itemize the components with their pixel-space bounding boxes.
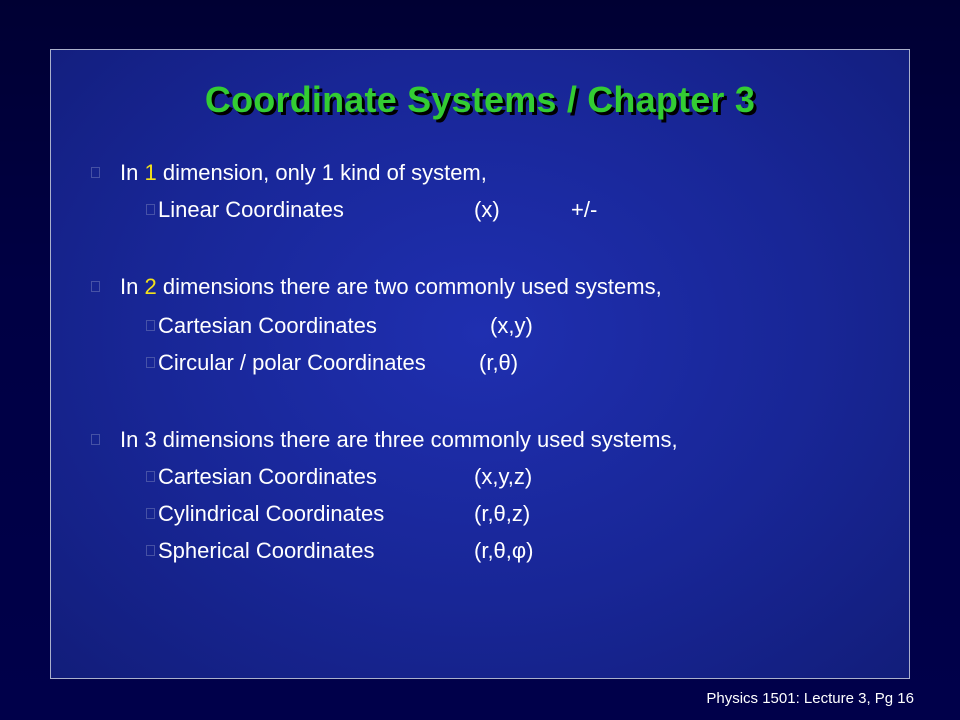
sub-bullet-marker-icon bbox=[146, 357, 155, 368]
section-2-item-1-label: Cartesian Coordinates bbox=[158, 313, 377, 338]
section-1-heading bbox=[120, 160, 487, 186]
section-3-heading: In 3 dimensions there are three commonly used systems, bbox=[120, 427, 678, 452]
sub-bullet-marker-icon bbox=[146, 471, 155, 482]
section-2-pre: In bbox=[120, 274, 145, 299]
section-2-item-2-label: Circular / polar Coordinates bbox=[158, 350, 426, 375]
section-2-post: dimensions there are two commonly used systems, bbox=[156, 274, 662, 299]
slide-title: Coordinate Systems / Chapter 3 bbox=[204, 79, 756, 120]
section-1-number: 1 bbox=[144, 160, 157, 185]
section-1-item-1-coord: (x) bbox=[474, 197, 500, 222]
section-1-item-1-extra: +/- bbox=[571, 197, 598, 222]
section-1-item-1-label: Linear Coordinates bbox=[158, 197, 344, 222]
section-1-post: dimension, only 1 kind of system, bbox=[156, 160, 487, 185]
section-3-item-3-coord: (r,θ,φ) bbox=[474, 538, 534, 563]
bullet-marker-icon bbox=[91, 281, 100, 292]
sub-bullet-marker-icon bbox=[146, 545, 155, 556]
section-3-item-2-coord: (r,θ,z) bbox=[474, 501, 531, 526]
sub-bullet-marker-icon bbox=[146, 204, 155, 215]
section-1-pre: In bbox=[120, 160, 145, 185]
section-3-item-3-label: Spherical Coordinates bbox=[158, 538, 375, 563]
section-3-item-1-coord: (x,y,z) bbox=[474, 464, 533, 489]
section-2-heading bbox=[120, 274, 662, 300]
section-3-item-2-label: Cylindrical Coordinates bbox=[158, 501, 385, 526]
bullet-marker-icon bbox=[91, 434, 100, 445]
section-2-number: 2 bbox=[144, 274, 157, 299]
sub-bullet-marker-icon bbox=[146, 508, 155, 519]
section-2-item-2-coord: (r,θ) bbox=[479, 350, 519, 375]
slide-footer: Physics 1501: Lecture 3, Pg 16 bbox=[706, 690, 914, 707]
bullet-marker-icon bbox=[91, 167, 100, 178]
section-2-item-1-coord: (x,y) bbox=[490, 313, 533, 338]
section-3-item-1-label: Cartesian Coordinates bbox=[158, 464, 377, 489]
sub-bullet-marker-icon bbox=[146, 320, 155, 331]
